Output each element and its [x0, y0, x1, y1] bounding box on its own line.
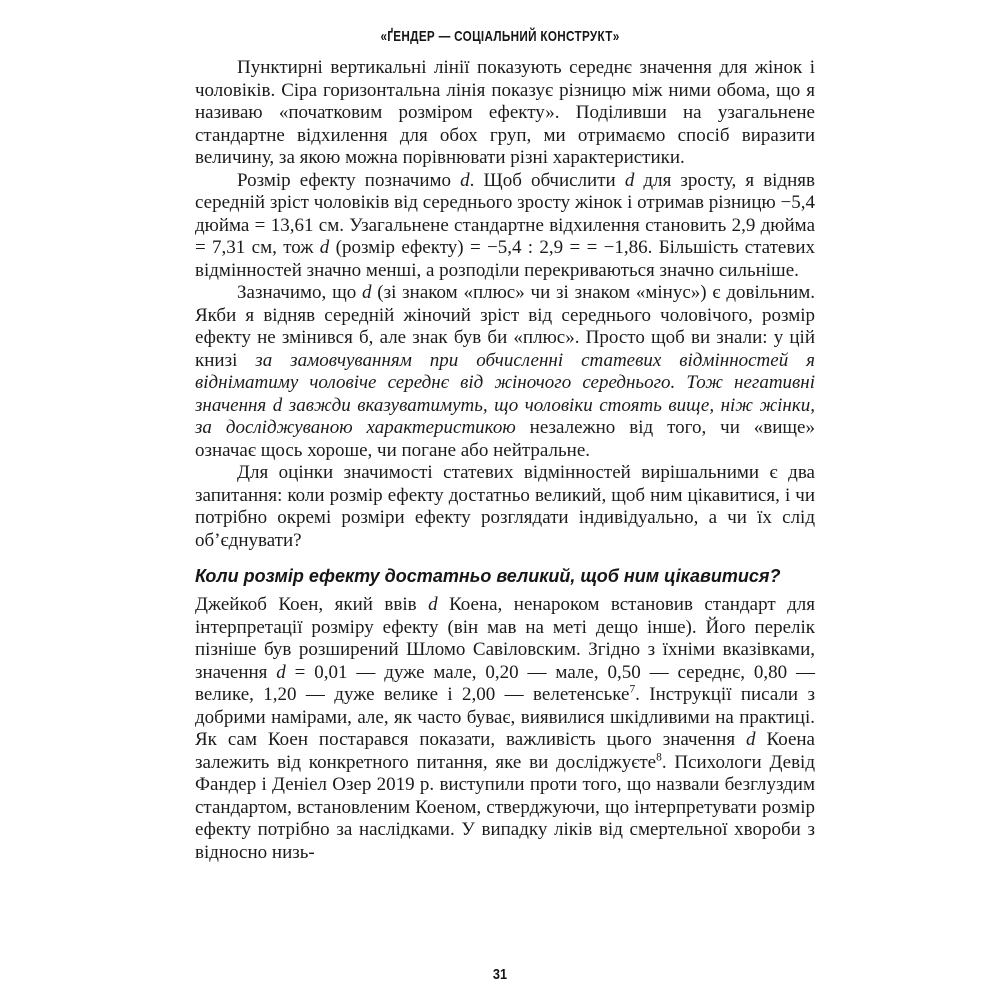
italic-text: d: [624, 169, 635, 191]
page-number: 31: [492, 966, 508, 983]
footnote-reference: 8: [656, 751, 662, 764]
italic-text: d: [361, 282, 372, 303]
italic-text: d: [319, 237, 330, 258]
section-subheading: Коли розмір ефекту достатньо великий, щоб ним цікавитися?: [195, 566, 781, 586]
paragraph: Пунктирні вертикальні лінії показують середнє значення для жінок і чоловіків. Сіра горизонтальна лінія показує різницю між ними обома, що я називаю «початковим розміром ефекту». Поділивши на узагальнене стандартне відхилення для обох груп, ми отримаємо спосіб виразити величину, за якою можна порівнювати різні характеристики.: [195, 57, 815, 168]
paragraph: Зазначимо, що d (зі знаком «плюс» чи зі знаком «мінус») є довільним. Якби я відняв середній жіночий зріст від середнього чоловічого, розмір ефекту не змінився б, але знак був би «плюс». Просто щоб ви знали: у цій книзі за замовчуванням при обчисленні статевих відмінностей я відніматиму чоловіче середнє від жіночого середнього. Тож негативні значення d завжди вказуватимуть, що чоловіки стоять вище, ніж жінки, за досліджуваною характеристикою незалежно від того, чи «вище» означає щось хороше, чи погане або нейтральне.: [195, 282, 815, 461]
italic-text: d: [428, 594, 438, 615]
running-header: «ҐЕНДЕР — СОЦІАЛЬНИЙ КОНСТРУКТ»: [380, 28, 620, 45]
footnote-reference: 7: [629, 683, 636, 696]
body-text: [195, 57, 815, 864]
paragraph: Джейкоб Коен, який ввів d Коена, ненароком встановив стандарт для інтерпретації розміру ефекту (він мав на меті дещо інше). Його перелік пізніше був розширений Шломо Савіловским. Згідно з їхніми вказівками, значення d = 0,01 — дуже мале, 0,20 — мале, 0,50 — середнє, 0,80 — велике, 1,20 — дуже велике і 2,00 — велетенське$^7$. Інструкції писали з добрими намірами, але, як часто буває, виявилися шкідливими на практиці. Як сам Коен постарався показати, важливість цього значення d Коена залежить від конкретного питання, яке ви досліджуєте$^8$. Психологи Девід Фандер і Деніел Озер 2019 р. виступили проти того, що назвали безглуздим стандартом, встановленим Коеном, стверджуючи, що інтерпретувати розмір ефекту потрібно за наслідками. У випадку ліків від смертельної хвороби з відносно низь-: [195, 594, 815, 863]
paragraph: Для оцінки значимості статевих відмінностей вирішальними є два запитання: коли розмір ефекту достатньо великий, щоб ним цікавитися, і чи потрібно окремі розміри ефекту розглядати індивідуально, а чи їх слід об’єднувати?: [195, 462, 815, 551]
italic-text: d: [276, 661, 286, 683]
italic-text: d: [460, 169, 470, 191]
italic-text: d: [746, 729, 756, 750]
italic-text: за замовчуванням при обчисленні статевих відмінностей я відніматиму чоловіче середнє від жіночого середнього. Тож негативні значення d завжди вказуватимуть, що чоловіки стоять вище, ніж жінки, за досліджуваною характеристикою: [195, 349, 815, 438]
paragraph: Розмір ефекту позначимо d. Щоб обчислити d для зросту, я відняв середній зріст чоловіків від середнього зросту жінок і отримав різницю −5,4 дюйма = 13,61 см. Узагальнене стандартне відхилення становить 2,9 дюйма = 7,31 см, тож d (розмір ефекту) = −5,4 : 2,9 = = −1,86. Більшість статевих відмінностей значно менші, а розподіли перекриваються значно сильніше.: [195, 169, 815, 281]
